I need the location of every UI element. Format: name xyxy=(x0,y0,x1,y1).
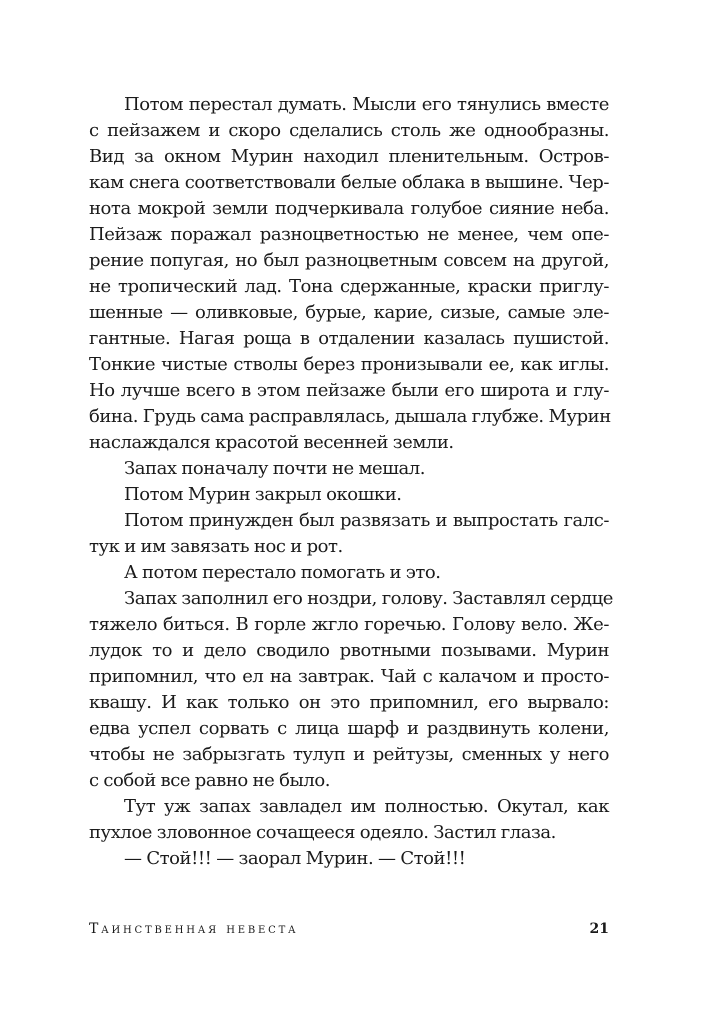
text-line: чтобы не забрызгать тулуп и рейтузы, сменных у него xyxy=(89,744,609,765)
text-line: квашу. И как только он это припомнил, его вырвало: xyxy=(89,692,609,713)
text-line: наслаждался красотой весенней земли. xyxy=(89,432,454,453)
page-number: 21 xyxy=(589,921,609,937)
text-line: не тропический лад. Тона сдержанные, краски приглу- xyxy=(89,276,609,297)
text-line: Тут уж запах завладел им полностью. Окутал, как xyxy=(124,796,609,817)
text-line: рение попугая, но был разноцветным совсем на другой, xyxy=(89,250,609,271)
text-line: Тонкие чистые стволы берез пронизывали ее, как иглы. xyxy=(89,354,609,375)
text-line: Но лучше всего в этом пейзаже были его широта и глу- xyxy=(89,380,609,401)
text-line: с пейзажем и скоро сделались столь же однообразны. xyxy=(89,120,609,141)
text-line: лудок то и дело сводило рвотными позывами. Мурин xyxy=(89,640,609,661)
text-line: пухлое зловонное сочащееся одеяло. Застил глаза. xyxy=(89,822,556,843)
text-line: тук и им завязать нос и рот. xyxy=(89,536,343,557)
text-line: гантные. Нагая роща в отдалении казалась пушистой. xyxy=(89,328,609,349)
text-line: Запах поначалу почти не мешал. xyxy=(124,458,426,479)
text-line: — Стой!!! — заорал Мурин. — Стой!!! xyxy=(124,848,466,869)
text-line: с собой все равно не было. xyxy=(89,770,330,791)
text-line: шенные — оливковые, бурые, карие, сизые, самые эле- xyxy=(89,302,609,323)
text-line: тяжело биться. В горле жгло горечью. Голову вело. Же- xyxy=(89,614,609,635)
text-line: Потом Мурин закрыл окошки. xyxy=(124,484,402,505)
text-line: Вид за окном Мурин находил пленительным. Остров- xyxy=(89,146,609,167)
text-line: припомнил, что ел на завтрак. Чай с калачом и просто- xyxy=(89,666,609,687)
text-line: Запах заполнил его ноздри, голову. Заставлял сердце xyxy=(124,588,613,609)
text-line: едва успел сорвать с лица шарф и раздвинуть колени, xyxy=(89,718,609,739)
text-line: нота мокрой земли подчеркивала голубое сияние неба. xyxy=(89,198,609,219)
text-line: бина. Грудь сама расправлялась, дышала глубже. Мурин xyxy=(89,406,611,427)
text-line: кам снега соответствовали белые облака в вышине. Чер- xyxy=(89,172,609,193)
text-line: Потом перестал думать. Мысли его тянулись вместе xyxy=(124,94,609,115)
running-title: Таинственная невеста xyxy=(89,921,299,937)
text-line: А потом перестало помогать и это. xyxy=(124,562,441,583)
text-line: Потом принужден был развязать и выпростать галс- xyxy=(124,510,609,531)
text-line: Пейзаж поражал разноцветностью не менее, чем опе- xyxy=(89,224,609,245)
